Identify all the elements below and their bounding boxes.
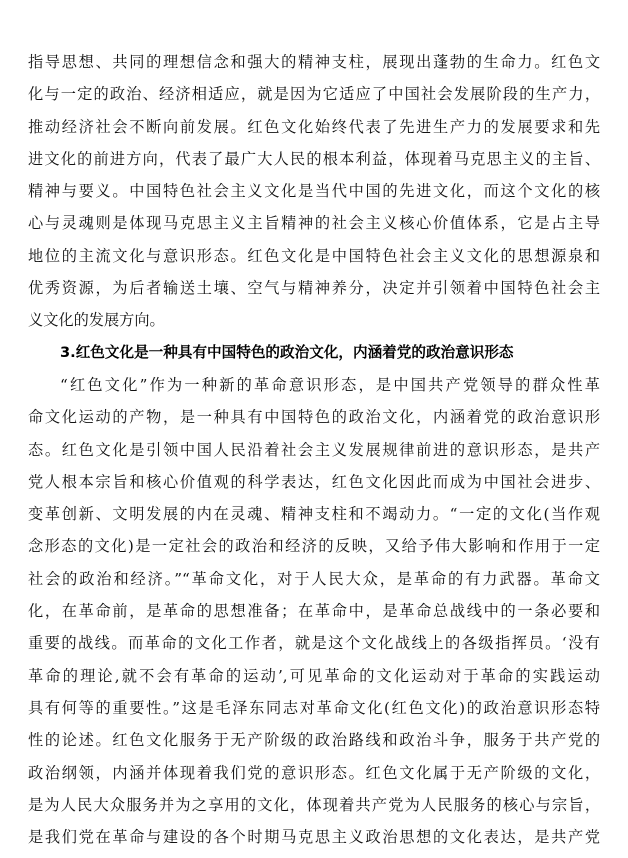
text-line: 精神与要义。中国特色社会主义文化是当代中国的先进文化，而这个文化的核 [28,182,600,201]
text-line: 是我们党在革命与建设的各个时期马克思主义政治思想的文化表达，是共产党 [28,828,600,847]
text-line: 具有何等的重要性。”这是毛泽东同志对革命文化(红色文化)的政治意识形态特 [28,698,600,717]
text-line: 念形态的文化)是一定社会的政治和经济的反映，又给予伟大影响和作用于一定 [28,537,600,556]
text-line: 心与灵魂则是体现马克思主义主旨精神的社会主义核心价值体系，它是占主导 [28,214,600,233]
document-page [28,46,600,853]
text-line: 命文化运动的产物，是一种具有中国特色的政治文化，内涵着党的政治意识形 [28,408,600,427]
text-line: 党人根本宗旨和核心价值观的科学表达，红色文化因此而成为中国社会进步、 [28,472,600,491]
text-line: 重要的战线。而革命的文化工作者，就是这个文化战线上的各级指挥员。‘没有 [28,634,600,653]
text-line: 社会的政治和经济。”“革命文化，对于人民大众，是革命的有力武器。革命文 [28,569,600,588]
text-line: 指导思想、共同的理想信念和强大的精神支柱，展现出蓬勃的生命力。红色文 [28,53,600,71]
text-line: 化与一定的政治、经济相适应，就是因为它适应了中国社会发展阶段的生产力， [28,85,600,104]
text-line: 性的论述。红色文化服务于无产阶级的政治路线和政治斗争，服务于共产党的 [28,731,600,750]
text-line: 革命的理论,就不会有革命的运动’,可见革命的文化运动对于革命的实践运动 [28,666,600,685]
paragraph-2 [28,369,600,853]
text-line: 变革创新、文明发展的内在灵魂、精神支柱和不竭动力。“一定的文化(当作观 [28,505,600,524]
text-line: 是为人民大众服务并为之享用的文化，体现着共产党为人民服务的核心与宗旨， [28,795,600,814]
text-line: 进文化的前进方向，代表了最广大人民的根本利益，体现着马克思主义的主旨、 [28,149,600,168]
text-line: 态。红色文化是引领中国人民沿着社会主义发展规律前进的意识形态，是共产 [28,440,600,459]
text-line: 化，在革命前，是革命的思想准备；在革命中，是革命总战线中的一条必要和 [28,602,600,621]
text-line: 义文化的发展方向。 [28,311,165,330]
section-heading: 3.红色文化是一种具有中国特色的政治文化，内涵着党的政治意识形态 [60,343,514,361]
text-line: 地位的主流文化与意识形态。红色文化是中国特色社会主义文化的思想源泉和 [28,246,600,265]
paragraph-1 [28,46,600,337]
text-line: 推动经济社会不断向前发展。红色文化始终代表了先进生产力的发展要求和先 [28,117,600,136]
text-line: 优秀资源，为后者输送土壤、空气与精神养分，决定并引领着中国特色社会主 [28,279,600,298]
text-line: 政治纲领，内涵并体现着我们党的意识形态。红色文化属于无产阶级的文化， [28,763,600,782]
text-line: “红色文化”作为一种新的革命意识形态，是中国共产党领导的群众性革 [60,375,600,394]
